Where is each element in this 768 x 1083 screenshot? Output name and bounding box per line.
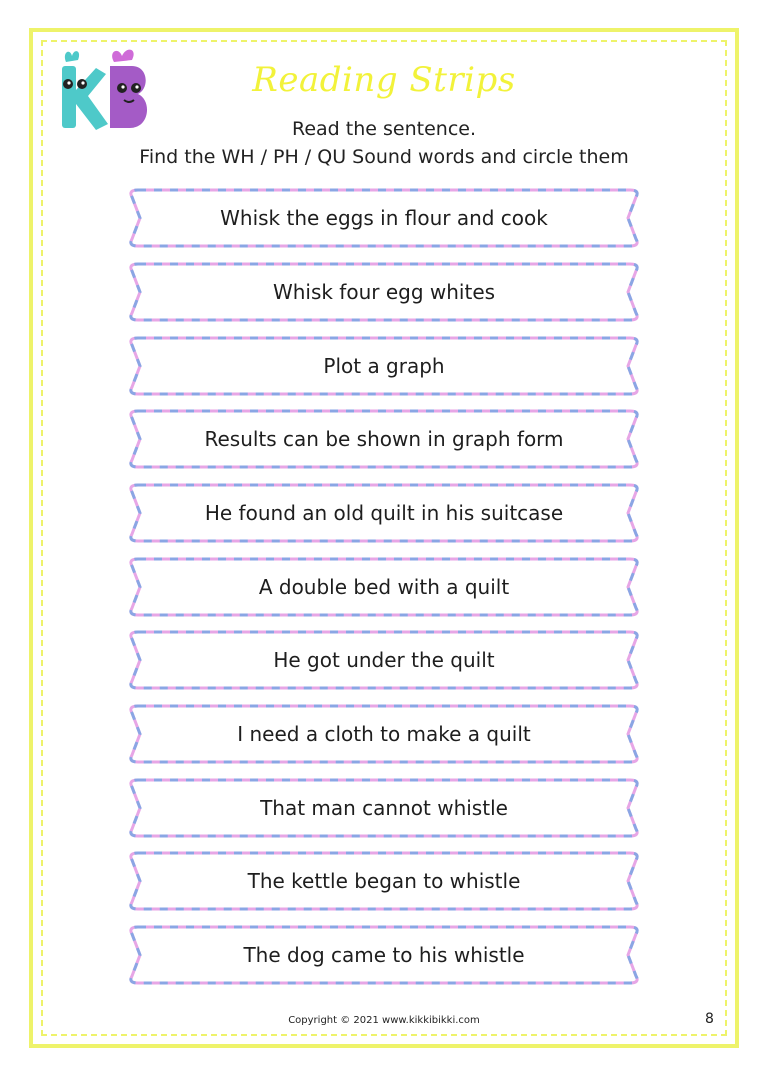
strip-sentence: He got under the quilt	[273, 648, 495, 672]
reading-strip	[118, 335, 650, 397]
strip-sentence: A double bed with a quilt	[258, 575, 510, 599]
reading-strip	[118, 924, 650, 986]
reading-strip	[118, 482, 650, 544]
strip-sentence: Whisk four egg whites	[272, 280, 496, 304]
strip-sentence: Results can be shown in graph form	[204, 427, 564, 451]
reading-strip	[118, 187, 650, 249]
reading-strip	[118, 703, 650, 765]
instruction-line-2: Find the WH / PH / QU Sound words and circle them	[139, 146, 629, 168]
strip-sentence: The kettle began to whistle	[247, 869, 521, 893]
reading-strip	[118, 261, 650, 323]
strip-sentence: Plot a graph	[323, 354, 445, 378]
strip-sentence: I need a cloth to make a quilt	[237, 722, 531, 746]
reading-strip	[118, 850, 650, 912]
reading-strip	[118, 408, 650, 470]
instruction-line-1: Read the sentence.	[292, 118, 476, 140]
reading-strip	[118, 629, 650, 691]
reading-strip	[118, 777, 650, 839]
page-number: 8	[705, 1011, 714, 1027]
copyright-footer: Copyright © 2021 www.kikkibikki.com	[288, 1015, 480, 1026]
strip-sentence: The dog came to his whistle	[243, 943, 525, 967]
page-title: Reading Strips	[252, 60, 516, 100]
reading-strip	[118, 556, 650, 618]
strip-sentence: He found an old quilt in his suitcase	[204, 501, 564, 525]
strip-sentence: That man cannot whistle	[260, 796, 508, 820]
strip-sentence: Whisk the eggs in flour and cook	[220, 206, 548, 230]
